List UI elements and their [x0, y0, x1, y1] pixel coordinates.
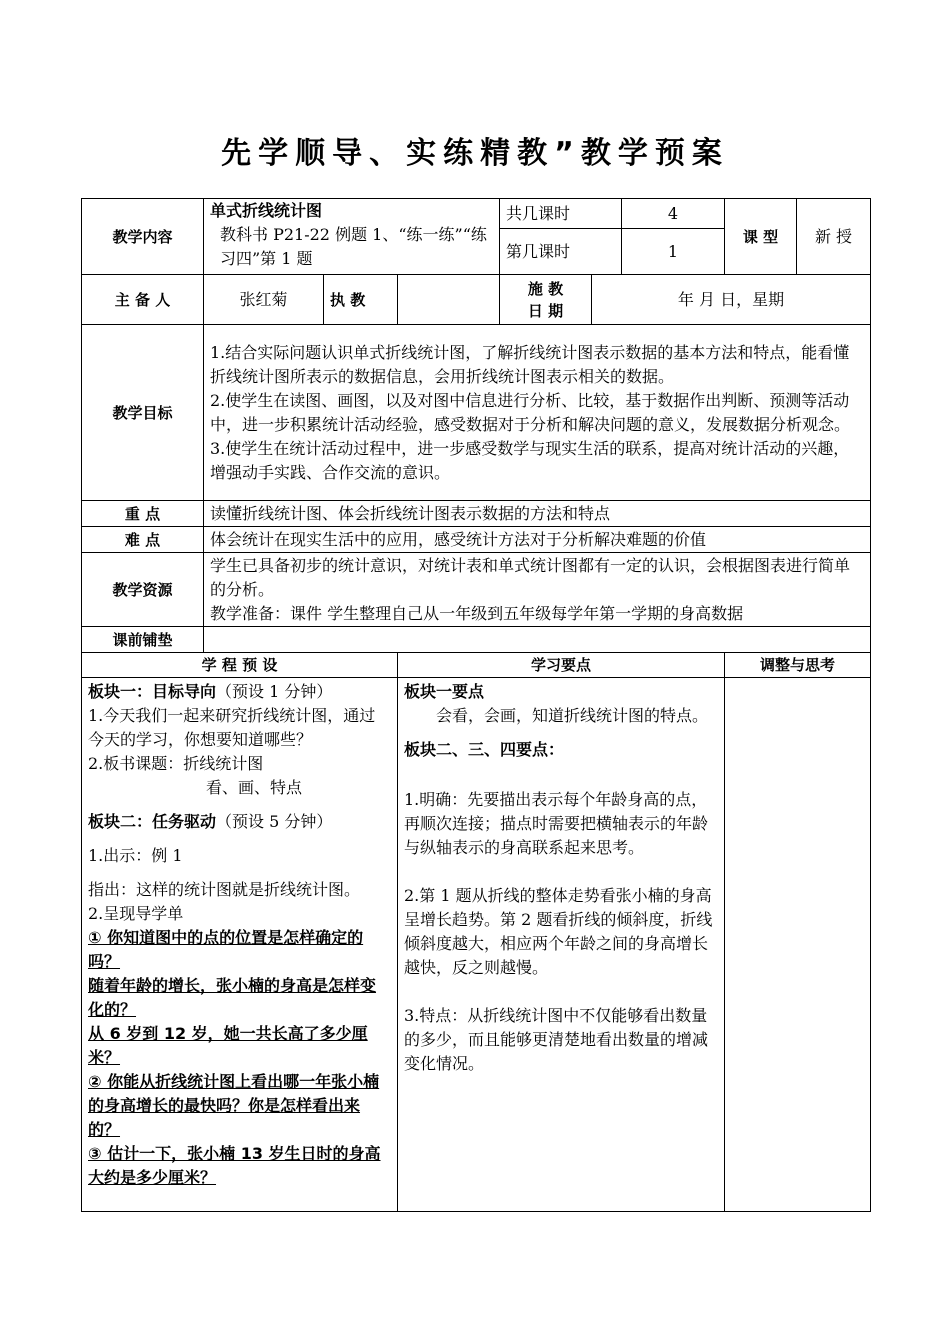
- type-value: 新 授: [797, 199, 871, 275]
- goal-item: 1.结合实际问题认识单式折线统计图，了解折线统计图表示数据的基本方法和特点，能看懂折线统计图所表示的数据信息，会用折线统计图表示相关的数据。: [210, 342, 850, 386]
- points-cell: [398, 678, 725, 1212]
- resources-line: 教学准备：课件 学生整理自己从一年级到五年级每学年第一学期的身高数据: [210, 603, 744, 623]
- question-1c: 从 6 岁到 12 岁，她一共长高了多少厘米？: [88, 1024, 368, 1067]
- lesson-no-value: 1: [622, 229, 725, 275]
- content-cell: [204, 199, 500, 275]
- process-line: 2.板书课题：折线统计图: [88, 754, 264, 773]
- points-block1-title: 板块一要点: [404, 682, 485, 701]
- lesson-no-label: 第几课时: [500, 229, 622, 275]
- total-lessons-label: 共几课时: [500, 199, 622, 229]
- resources-label: 教学资源: [82, 553, 204, 627]
- pre-lesson-value: [204, 627, 871, 653]
- question-1b: 随着年龄的增长，张小楠的身高是怎样变化的？: [88, 976, 377, 1019]
- type-label: 课 型: [725, 199, 797, 275]
- points-item: 2.第 1 题从折线的整体走势看张小楠的身高呈增长趋势。第 2 题看折线的倾斜度，折线倾斜度越大，相应两个年龄之间的身高增长越快，反之则越慢。: [404, 886, 713, 977]
- adjust-cell: [725, 678, 871, 1212]
- question-3: ③ 估计一下，张小楠 13 岁生日时的身高大约是多少厘米？: [88, 1144, 381, 1187]
- difficulty-value: 体会统计在现实生活中的应用，感受统计方法对于分析解决难题的价值: [204, 527, 871, 553]
- date-label: [500, 275, 592, 325]
- points-block1-text: 会看，会画，知道折线统计图的特点。: [436, 706, 709, 725]
- process-line: 1.今天我们一起来研究折线统计图，通过今天的学习，你想要知道哪些？: [88, 706, 376, 749]
- process-cell: [82, 678, 398, 1212]
- lesson-plan-table: [81, 198, 870, 1212]
- goals-label: 教学目标: [82, 325, 204, 501]
- block1-time: （预设 1 分钟）: [216, 682, 333, 701]
- process-line: 看、画、特点: [206, 778, 303, 797]
- date-label-line2: 日 期: [527, 301, 564, 320]
- points-item: 3.特点：从折线统计图中不仅能够看出数量的多少，而且能够更清楚地看出数量的增减变化情况。: [404, 1006, 709, 1073]
- column-adjust-header: 调整与思考: [725, 653, 871, 678]
- question-1: ① 你知道图中的点的位置是怎样确定的吗？: [88, 928, 364, 971]
- pre-lesson-label: 课前铺垫: [82, 627, 204, 653]
- resources-line: 学生已具备初步的统计意识，对统计表和单式统计图都有一定的认识，会根据图表进行简单的分析。: [210, 555, 851, 599]
- preparer-value: 张红菊: [204, 275, 324, 325]
- block2-title: 板块二：任务驱动: [88, 812, 217, 831]
- question-2: ② 你能从折线统计图上看出哪一年张小楠的身高增长的最快吗？你是怎样看出来的？: [88, 1072, 380, 1139]
- process-line: 2.呈现导学单: [88, 904, 184, 923]
- teacher-label: 执 教: [324, 275, 398, 325]
- process-line: 指出：这样的统计图就是折线统计图。: [88, 880, 361, 899]
- points-block2-title: 板块二、三、四要点：: [404, 740, 565, 759]
- key-point-label: 重 点: [82, 501, 204, 527]
- date-label-line1: 施 教: [527, 279, 564, 298]
- total-lessons-value: 4: [622, 199, 725, 229]
- page-title: 先学顺导、实练精教”教学预案: [221, 136, 729, 171]
- content-title: 单式折线统计图: [210, 201, 323, 220]
- goals-cell: [204, 325, 871, 501]
- process-line: 1.出示：例 1: [88, 846, 183, 865]
- points-item: 1.明确：先要描出表示每个年龄身高的点，再顺次连接；描点时需要把横轴表示的年龄与纵轴表示的身高联系起来思考。: [404, 790, 709, 857]
- block2-time: （预设 5 分钟）: [216, 812, 333, 831]
- content-detail: 教科书 P21-22 例题 1、“练一练”“练习四”第 1 题: [220, 225, 487, 268]
- difficulty-label: 难 点: [82, 527, 204, 553]
- column-process-header: 学 程 预 设: [82, 653, 398, 678]
- teacher-value: [398, 275, 500, 325]
- key-point-value: 读懂折线统计图、体会折线统计图表示数据的方法和特点: [204, 501, 871, 527]
- content-label: 教学内容: [82, 199, 204, 275]
- resources-cell: [204, 553, 871, 627]
- date-value: 年 月 日，星期: [592, 275, 871, 325]
- block1-title: 板块一：目标导向: [88, 682, 217, 701]
- goal-item: 2.使学生在读图、画图，以及对图中信息进行分析、比较，基于数据作出判断、预测等活动中，进一步积累统计活动经验，感受数据对于分析和解决问题的意义，发展数据分析观念。: [210, 390, 851, 434]
- column-points-header: 学习要点: [398, 653, 725, 678]
- goal-item: 3.使学生在统计活动过程中，进一步感受数学与现实生活的联系，提高对统计活动的兴趣，增强动手实践、合作交流的意识。: [210, 438, 850, 482]
- preparer-label: 主 备 人: [82, 275, 204, 325]
